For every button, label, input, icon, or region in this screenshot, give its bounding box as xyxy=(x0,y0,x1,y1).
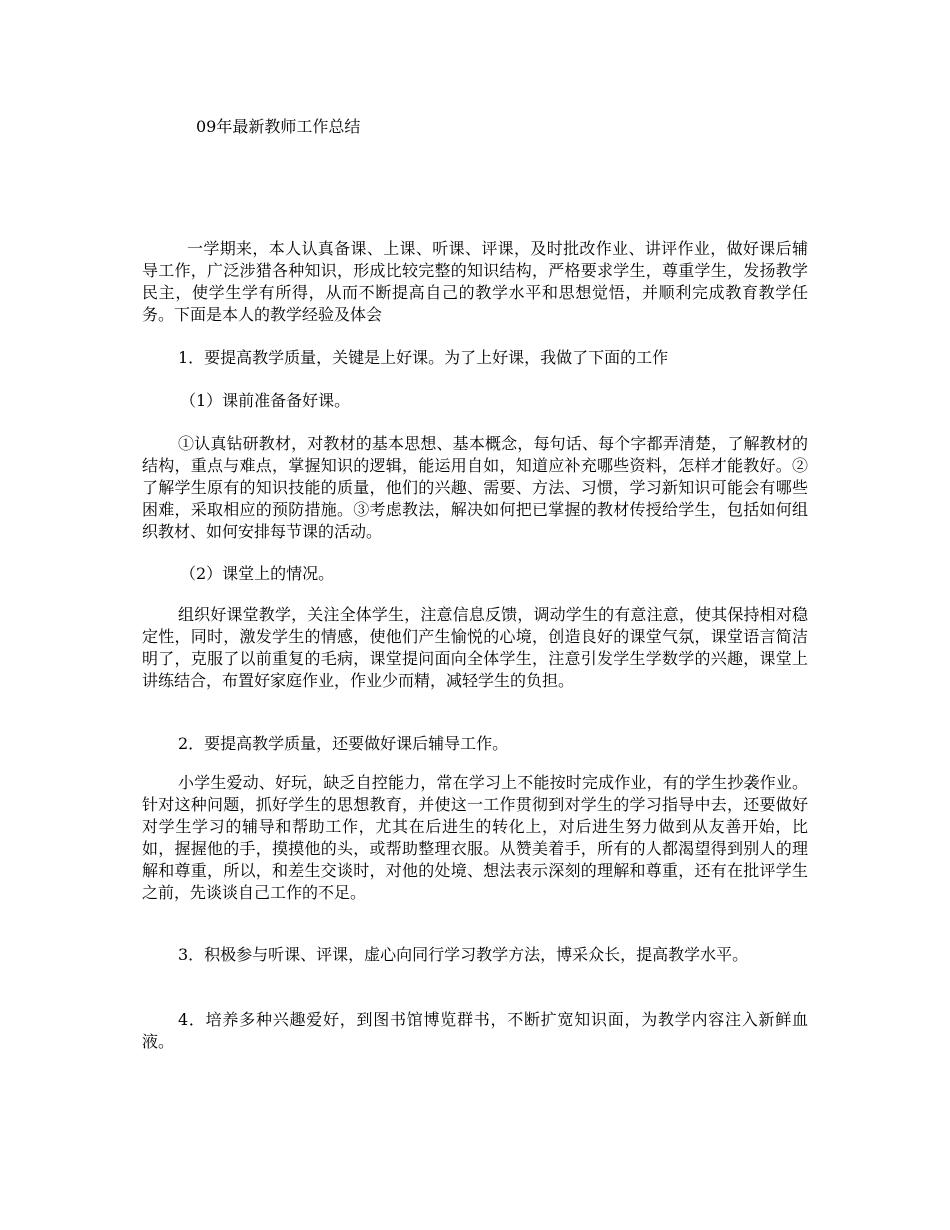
subsection-1-body: ①认真钻研教材，对教材的基本思想、基本概念，每句话、每个字都弄清楚，了解教材的结构，重点与难点，掌握知识的逻辑，能运用自如，知道应补充哪些资料，怎样才能教好。②了解学生原有的知识技能的质量，他们的兴趣、需要、方法、习惯，学习新知识可能会有哪些困难，采取相应的预防措施。③考虑教法，解决如何把已掌握的教材传授给学生，包括如何组织教材、如何安排每节课的活动。 xyxy=(142,434,808,541)
subsection-2-body: 组织好课堂教学，关注全体学生，注意信息反馈，调动学生的有意注意，使其保持相对稳定性，同时，激发学生的情感，使他们产生愉悦的心境，创造良好的课堂气氛，课堂语言简洁明了，克服了以前重复的毛病，课堂提问面向全体学生，注意引发学生学数学的兴趣，课堂上讲练结合，布置好家庭作业，作业少而精，减轻学生的负担。 xyxy=(142,605,808,690)
subsection-1-heading: （1）课前准备备好课。 xyxy=(180,391,351,410)
section-4-paragraph: 4．培养多种兴趣爱好，到图书馆博览群书，不断扩宽知识面，为教学内容注入新鲜血液。 xyxy=(142,1010,808,1051)
subsection-2-heading: （2）课堂上的情况。 xyxy=(180,564,335,583)
section-2-body: 小学生爱动、好玩，缺乏自控能力，常在学习上不能按时完成作业，有的学生抄袭作业。针对这种问题，抓好学生的思想教育，并使这一工作贯彻到对学生的学习指导中去，还要做好对学生学习的辅导和帮助工作，尤其在后进生的转化上，对后进生努力做到从友善开始，比如，握握他的手，摸摸他的头，或帮助整理衣服。从赞美着手，所有的人都渴望得到别人的理解和尊重，所以，和差生交谈时，对他的处境、想法表示深刻的理解和尊重，还有在批评学生之前，先谈谈自己工作的不足。 xyxy=(142,773,808,902)
section-3-paragraph: 3．积极参与听课、评课，虚心向同行学习教学方法，博采众长，提高教学水平。 xyxy=(178,945,749,964)
intro-paragraph: 一学期来，本人认真备课、上课、听课、评课，及时批改作业、讲评作业，做好课后辅导工作，广泛涉猎各种知识，形成比较完整的知识结构，严格要求学生，尊重学生，发扬教学民主，使学生学有所得，从而不断提高自己的教学水平和思想觉悟，并顺利完成教育教学任务。下面是本人的教学经验及体会 xyxy=(142,239,808,324)
section-1-heading: 1．要提高教学质量，关键是上好课。为了上好课，我做了下面的工作 xyxy=(178,348,669,367)
section-2-heading: 2．要提高教学质量，还要做好课后辅导工作。 xyxy=(178,734,509,753)
document-title: 09年最新教师工作总结 xyxy=(196,117,361,136)
